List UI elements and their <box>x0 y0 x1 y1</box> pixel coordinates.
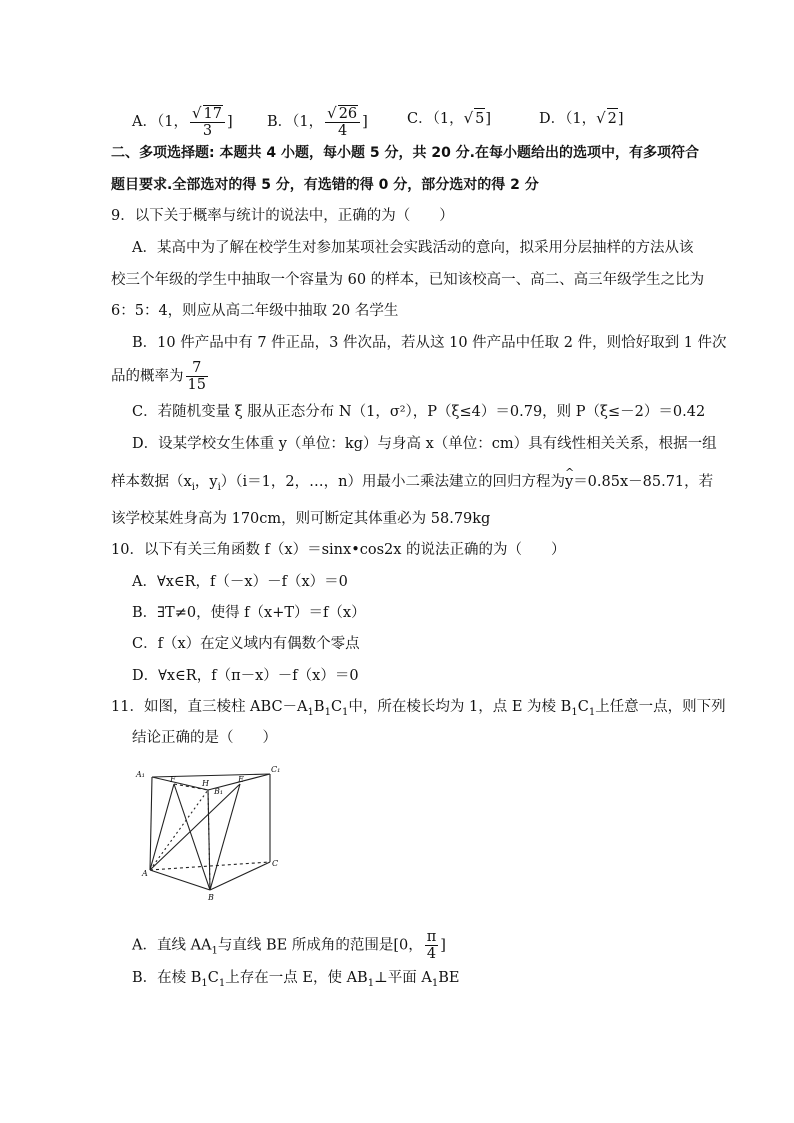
radicand: 5 <box>474 108 485 129</box>
bracket: ] <box>226 114 233 130</box>
label-b: B <box>208 893 214 902</box>
label-e: E <box>238 775 244 784</box>
subscript: 1 <box>431 977 439 989</box>
q9-option-a-line3: 6：5：4，则应从高二年级中抽取 20 名学生 <box>111 303 399 319</box>
q10-option-a: A．∀x∈R，f（－x）－f（x）＝0 <box>132 574 348 590</box>
option-text: 与直线 BE 所成角的范围是[0， <box>217 937 423 954</box>
radicand: 2 <box>607 108 618 129</box>
y-hat: ^ y <box>565 472 573 492</box>
fraction <box>425 929 439 962</box>
q9-option-b-line1: B．10 件产品中有 7 件正品，3 件次品，若从这 10 件产品中任取 2 件，则恰好取到 1 件次 <box>132 335 727 351</box>
subscript: 1 <box>211 945 218 957</box>
q9-option-b-line2 <box>111 360 210 393</box>
q11-option-b <box>132 968 459 994</box>
denominator: 4 <box>426 946 437 962</box>
q9-option-a-line2: 校三个年级的学生中抽取一个容量为 60 的样本，已知该校高一、高二、高三年级学生之比为 <box>111 272 705 288</box>
option-text: ，y <box>194 474 218 490</box>
numerator: 7 <box>186 360 208 377</box>
stem-text: C <box>577 699 589 715</box>
q9-stem: 9．以下关于概率与统计的说法中，正确的为（ ） <box>111 208 454 224</box>
q9-option-c: C．若随机变量 ξ 服从正态分布 N（1，σ²），P（ξ≤4）＝0.79，则 P（ξ≤－2）＝0.42 <box>132 404 706 420</box>
subscript: 1 <box>342 706 349 718</box>
q11-stem-line2: 结论正确的是（ ） <box>132 730 277 746</box>
section-heading-line2: 题目要求.全部选对的得 5 分，有选错的得 0 分，部分选对的得 2 分 <box>111 177 539 193</box>
stem-text: 上任意一点，则下列 <box>595 699 726 715</box>
option-text: C <box>207 970 219 986</box>
fraction: $\frac{√ 26}{4}$ <box>325 105 360 139</box>
label-c: C <box>272 859 279 868</box>
option-text: ）（i＝1，2，…，n）用最小二乘法建立的回归方程为 <box>220 474 565 490</box>
bracket: ] <box>485 111 492 127</box>
option-text: A．（1， <box>132 114 188 130</box>
option-text: 品的概率为 <box>111 368 184 385</box>
option-text: ＝0.85x－85.71，若 <box>573 474 714 490</box>
label-c1: C₁ <box>271 765 281 774</box>
q8-option-b <box>267 105 368 139</box>
label-a1: A₁ <box>136 770 145 779</box>
label-a: A <box>142 869 148 878</box>
fraction <box>186 360 208 393</box>
option-text: BE <box>438 970 460 986</box>
bracket: ] <box>617 111 624 127</box>
q11-stem-line1 <box>111 697 726 723</box>
subscript: 1 <box>571 706 578 718</box>
q9-option-d-line3: 该学校某姓身高为 170cm，则可断定其体重必为 58.79kg <box>111 511 491 527</box>
numerator: π <box>426 929 437 945</box>
q8-option-a <box>132 105 233 139</box>
section-heading-line1: 二、多项选择题: 本题共 4 小题，每小题 5 分，共 20 分.在每小题给出的选项中，有多项符合 <box>111 145 699 161</box>
stem-text: C <box>330 699 343 715</box>
denominator: 3 <box>202 123 213 139</box>
option-text: B．（1， <box>267 114 324 130</box>
q10-option-b: B．∃T≠0，使得 f（x+T）＝f（x） <box>132 605 366 621</box>
option-text: C．（1， <box>407 111 464 127</box>
q9-option-a-line1: A．某高中为了解在校学生对参加某项社会实践活动的意向，拟采用分层抽样的方法从该 <box>132 240 694 256</box>
subscript: 1 <box>324 706 331 718</box>
label-b1: B₁ <box>214 787 224 796</box>
subscript: 1 <box>588 706 596 718</box>
option-text: A．直线 AA <box>132 937 212 954</box>
q9-option-d-line1: D．设某学校女生体重 y（单位：kg）与身高 x（单位：cm）具有线性相关关系，根据一组 <box>132 436 717 452</box>
denominator: 4 <box>338 123 348 139</box>
q11-option-a <box>132 929 446 962</box>
subscript: 1 <box>367 977 375 989</box>
radicand: 17 <box>203 106 222 122</box>
denominator: 15 <box>187 377 206 393</box>
bracket: ] <box>440 937 446 954</box>
q10-stem: 10．以下有关三角函数 f（x）＝sinx•cos2x 的说法正确的为（ ） <box>111 542 566 558</box>
stem-text: B <box>313 699 325 715</box>
subscript: 1 <box>307 706 314 718</box>
fraction: $\frac{√ 17}{3}$ <box>190 105 225 139</box>
subscript: 1 <box>201 977 208 989</box>
option-text: 上存在一点 E，使 AB <box>225 970 368 986</box>
q10-option-c: C．f（x）在定义域内有偶数个零点 <box>132 636 360 652</box>
q10-option-d: D．∀x∈R，f（π－x）－f（x）＝0 <box>132 668 359 684</box>
q9-option-d-line2: 样本数据（$x_i$，$y_i)(i=1$，2，…，n）用最小二乘法建立的回归方程为^ y＝0.85x－85.71，若 <box>111 472 713 498</box>
stem-text: 中，所在棱长均为 1，点 E 为棱 B <box>348 699 572 715</box>
option-text: 样本数据（x <box>111 474 192 490</box>
option-text: D．（1， <box>539 111 597 127</box>
subscript: 1 <box>218 977 226 989</box>
q8-option-c: C．（1，√ 5] <box>407 109 492 127</box>
prism-figure <box>130 762 300 912</box>
label-f: F <box>170 775 176 784</box>
option-text: ⊥平面 A <box>374 970 432 986</box>
stem-text: 11．如图，直三棱柱 ABC－A <box>111 699 308 715</box>
label-h: H <box>202 779 209 788</box>
q8-option-d: D．（1，√ 2] <box>539 109 624 127</box>
bracket: ] <box>362 114 368 130</box>
radicand: 26 <box>338 106 358 122</box>
option-text: B．在棱 B <box>132 970 202 986</box>
